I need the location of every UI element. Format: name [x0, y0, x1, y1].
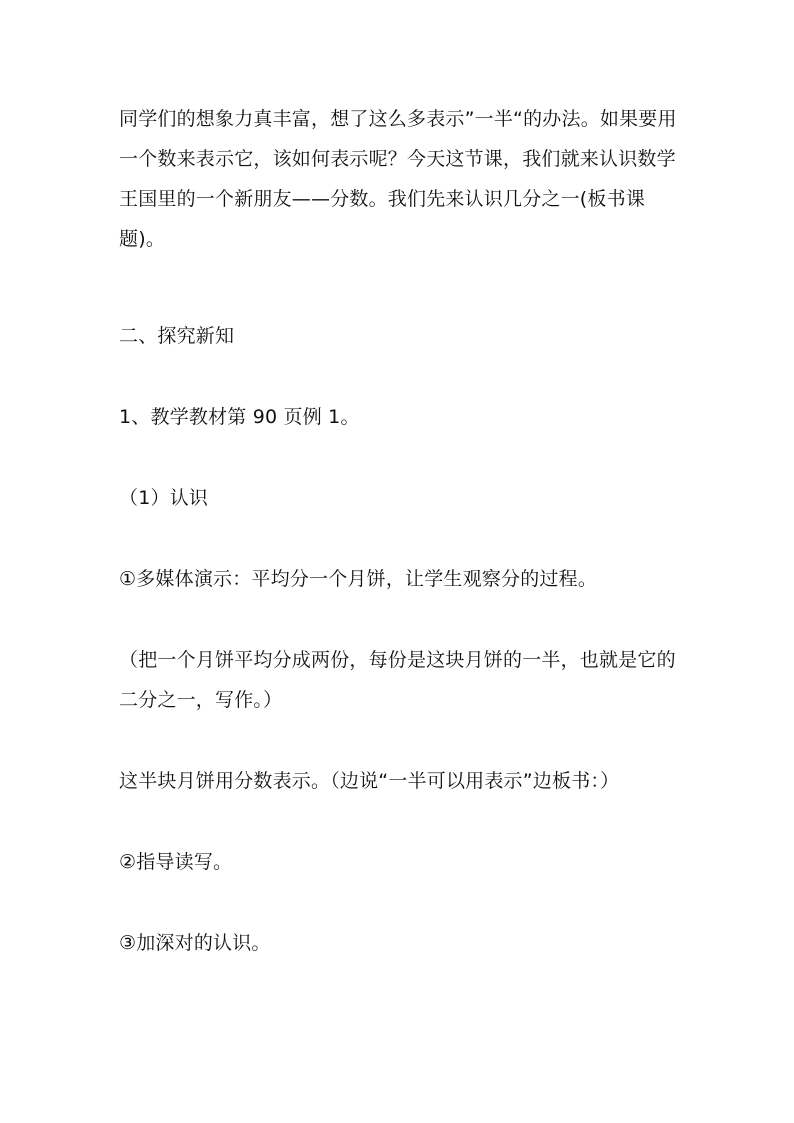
document-content	[119, 99, 679, 963]
spacer	[119, 599, 679, 640]
item-1: 1、教学教材第 90 页例 1。	[119, 406, 360, 428]
spacer	[119, 437, 679, 478]
spacer	[119, 518, 679, 559]
spacer	[119, 801, 679, 842]
explanation-paragraph: （把一个月饼平均分成两份，每份是这块月饼的一半，也就是它的二分之一，写作。）	[119, 649, 676, 711]
step-2: ②指导读写。	[119, 851, 233, 873]
spacer	[119, 882, 679, 923]
step-3: ③加深对的认识。	[119, 932, 271, 954]
spacer	[119, 356, 679, 397]
intro-paragraph: 同学们的想象力真丰富，想了这么多表示”一半“的办法。如果要用一个数来表示它，该如何表示呢？今天这节课，我们就来认识数学王国里的一个新朋友——分数。我们先来认识几分之一(板书课题)。	[119, 108, 677, 250]
fraction-note: 这半块月饼用分数表示。（边说“一半可以用表示”边板书：）	[119, 770, 620, 792]
spacer	[119, 720, 679, 761]
subitem-1: （1）认识	[119, 487, 209, 509]
step-1: ①多媒体演示：平均分一个月饼，让学生观察分的过程。	[119, 568, 598, 590]
spacer	[119, 259, 679, 316]
section-heading: 二、探究新知	[119, 325, 235, 347]
